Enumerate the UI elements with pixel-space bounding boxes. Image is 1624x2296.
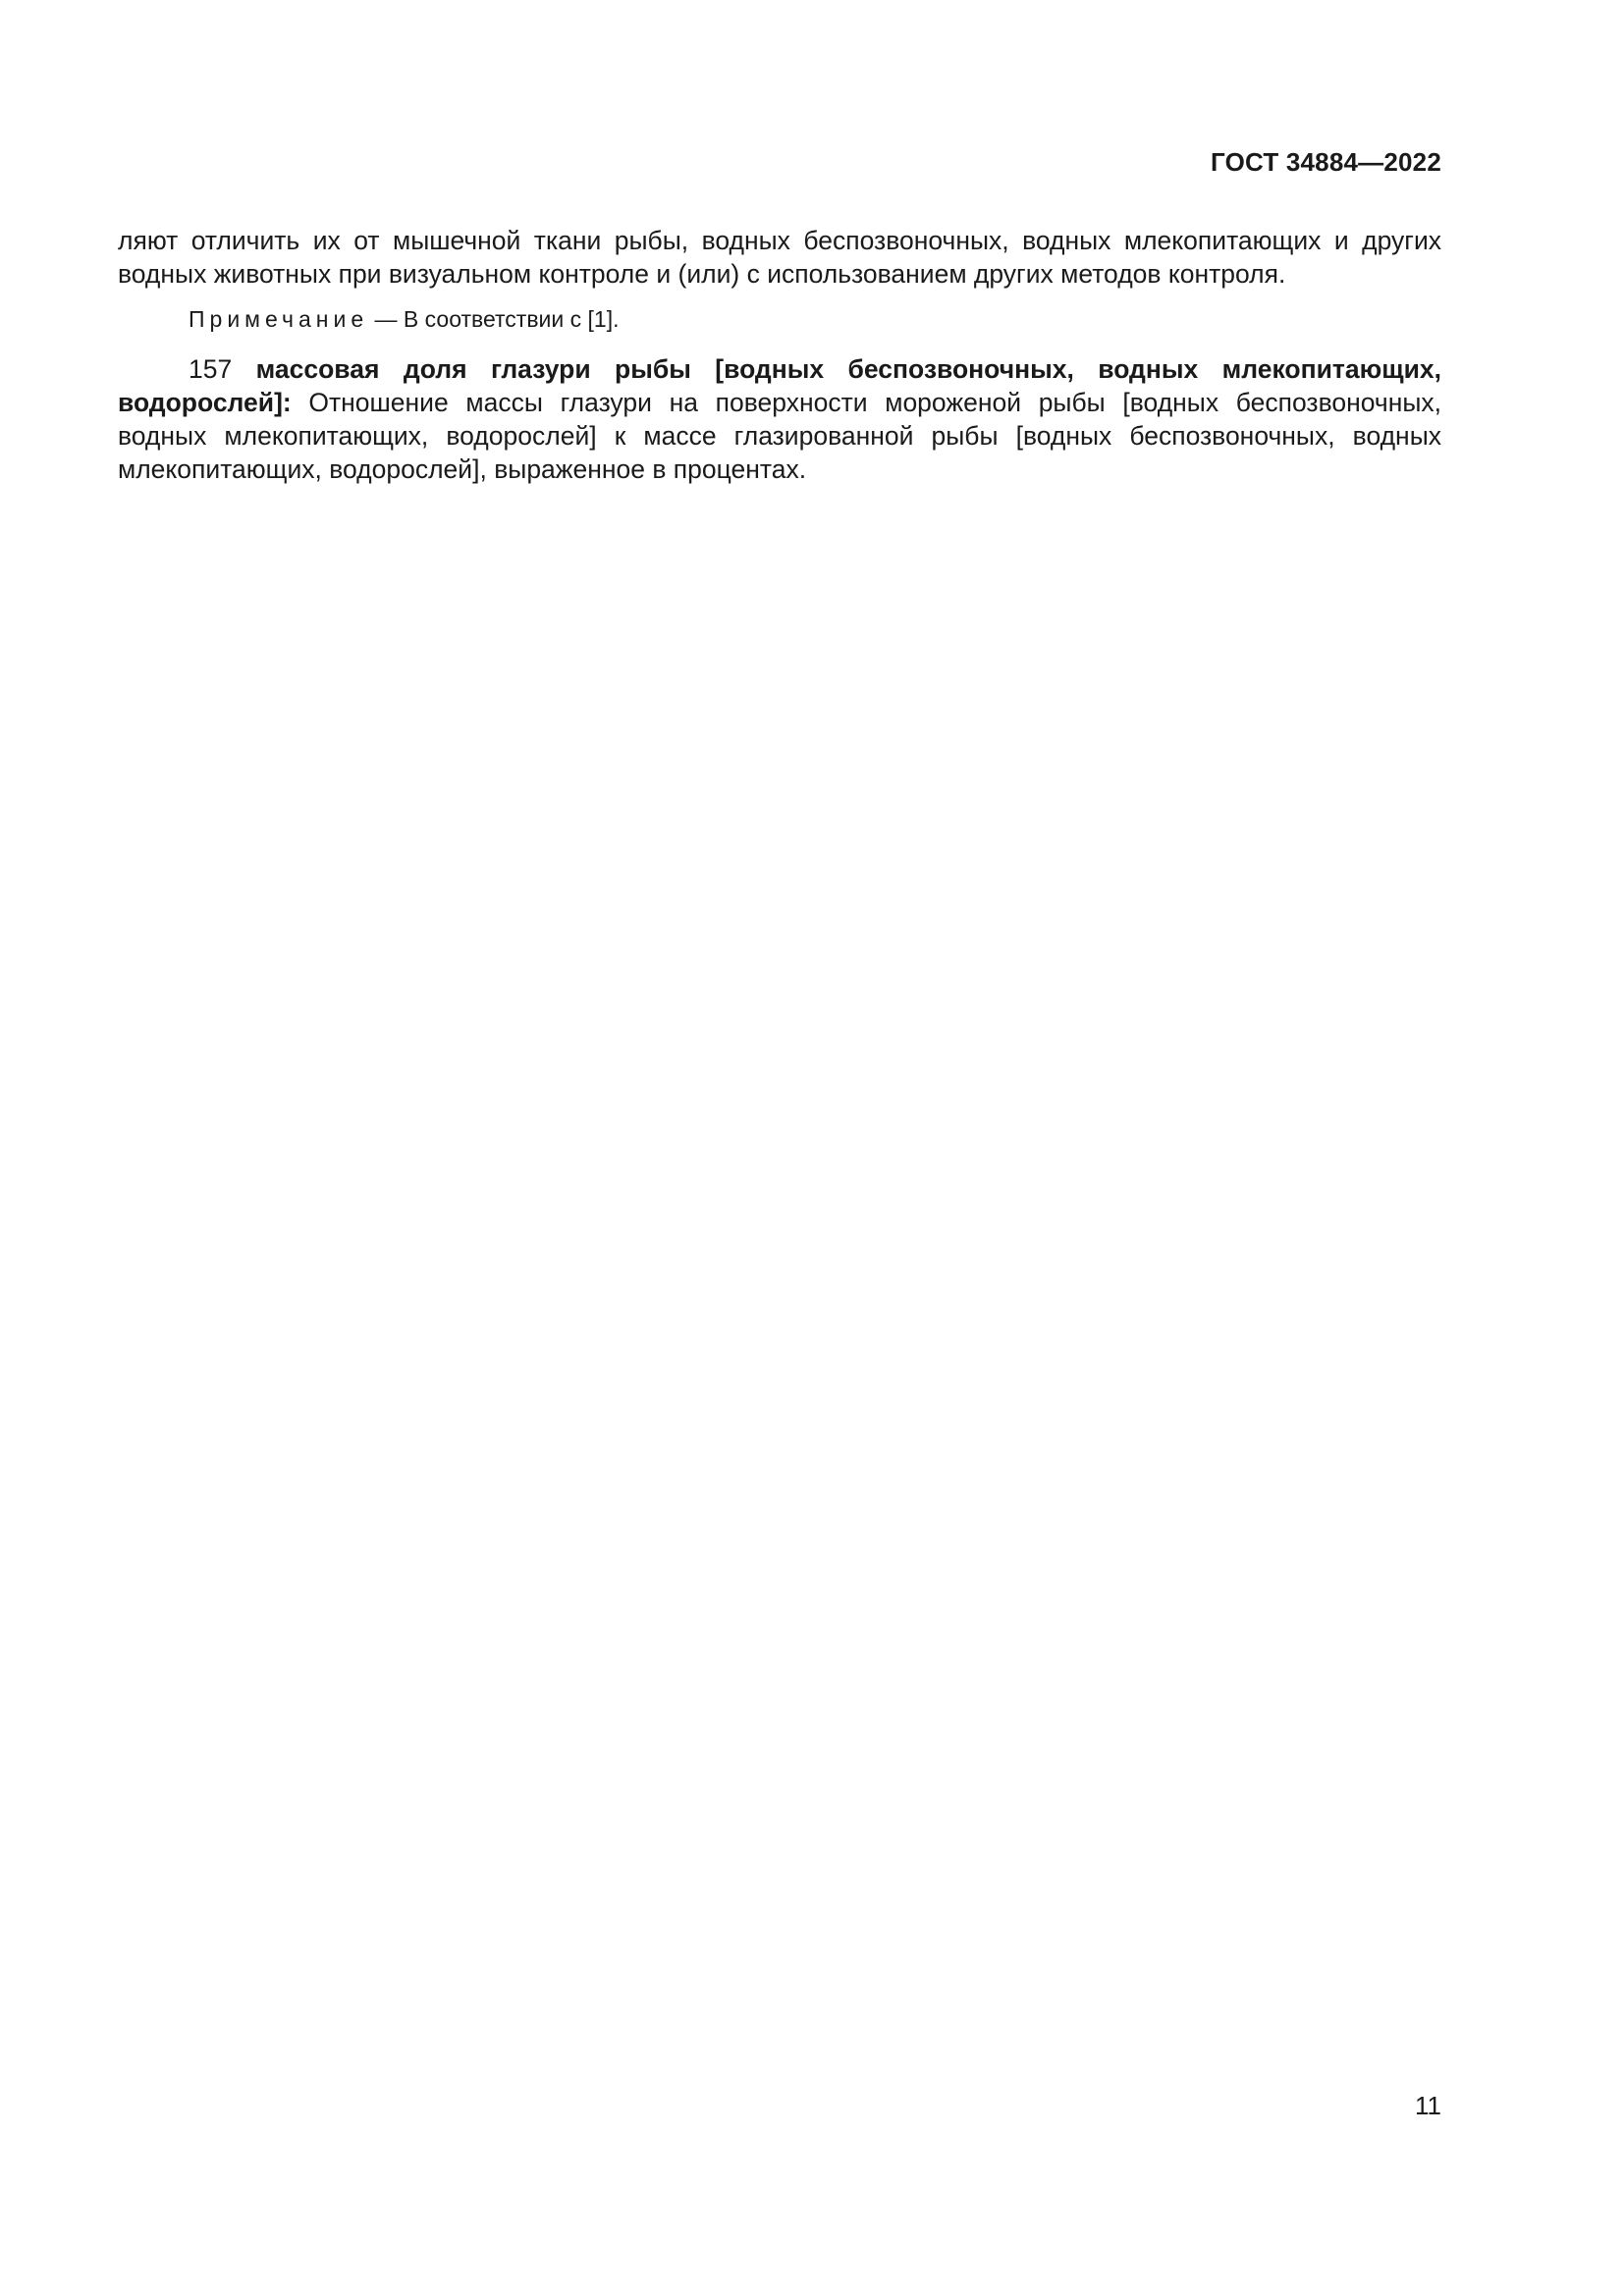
note-paragraph — [118, 303, 1441, 335]
definition-text: Отношение массы глазури на поверхности мороженой рыбы [водных беспозвоночных, водных млекопитающих, водорослей] к массе глазированной рыбы [водных беспозвоночных, водных млекопитающих, водорослей], выраженное в процентах. — [118, 388, 1441, 484]
document-id: ГОСТ 34884—2022 — [1211, 147, 1441, 177]
definition-paragraph — [118, 352, 1441, 486]
page-content — [118, 224, 1441, 486]
note-text: — В соответствии с [1]. — [368, 306, 620, 332]
note-label: Примечание — [189, 306, 369, 332]
definition-term: массовая доля глазури рыбы [водных беспозвоночных, водных млекопитающих, водорослей]: — [118, 354, 1441, 417]
continuation-paragraph: ляют отличить их от мышечной ткани рыбы, водных беспозвоночных, водных млекопитающих и других водных животных при визуальном контроле и (или) с использованием других методов контроля. — [118, 226, 1441, 289]
page-number: 11 — [1415, 2091, 1441, 2120]
definition-number: 157 — [189, 354, 256, 384]
document-header — [1211, 147, 1441, 178]
